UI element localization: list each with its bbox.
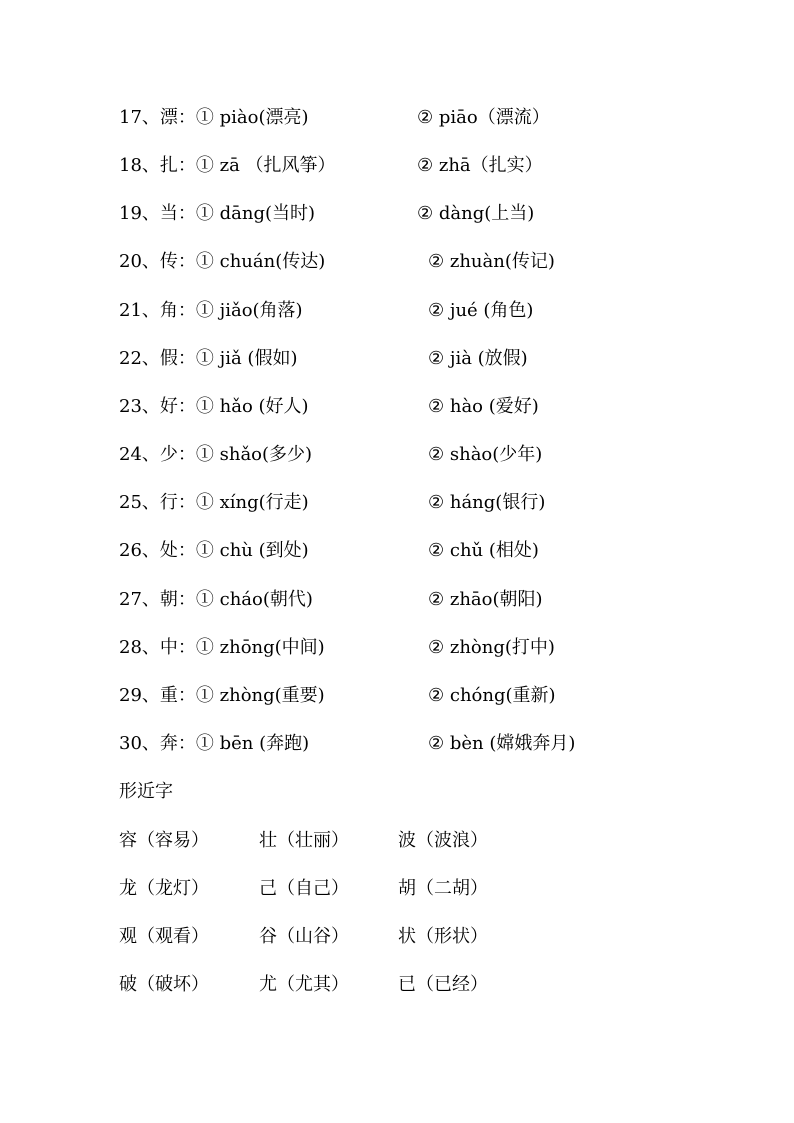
reading-one: 19、当：① dāng(当时) (119, 203, 316, 224)
reading-two: ② zhā（扎实） (417, 155, 543, 176)
reading-two: ② zhāo(朝阳) (428, 589, 543, 610)
reading-two: ② bèn (嫦娥奔月) (428, 733, 576, 754)
reading-one: 30、奔：① bēn (奔跑) (119, 733, 310, 754)
similar-word: 破（破坏） (119, 974, 209, 995)
reading-one: 20、传：① chuán(传达) (119, 251, 326, 272)
similar-word: 谷（山谷） (259, 926, 349, 947)
reading-one: 28、中：① zhōng(中间) (119, 637, 325, 658)
similar-word: 龙（龙灯） (119, 878, 209, 899)
similar-word: 已（已经） (398, 974, 488, 995)
similar-word: 尤（尤其） (259, 974, 349, 995)
reading-two: ② háng(银行) (428, 492, 546, 513)
similar-word: 胡（二胡） (398, 878, 488, 899)
reading-one: 23、好：① hǎo (好人) (119, 396, 309, 417)
reading-one: 26、处：① chù (到处) (119, 540, 309, 561)
reading-one: 24、少：① shǎo(多少) (119, 444, 313, 465)
reading-two: ② chóng(重新) (428, 685, 556, 706)
similar-word: 己（自己） (259, 878, 349, 899)
reading-one: 27、朝：① cháo(朝代) (119, 589, 313, 610)
reading-two: ② piāo（漂流） (417, 107, 550, 128)
similar-word: 容（容易） (119, 830, 209, 851)
reading-two: ② jué (角色) (428, 300, 534, 321)
section-heading: 形近字 (119, 781, 173, 802)
reading-two: ② zhuàn(传记) (428, 251, 555, 272)
reading-one: 18、扎：① zā （扎风筝） (119, 155, 336, 176)
reading-one: 25、行：① xíng(行走) (119, 492, 309, 513)
reading-one: 21、角：① jiǎo(角落) (119, 300, 303, 321)
similar-word: 观（观看） (119, 926, 209, 947)
reading-two: ② jià (放假) (428, 348, 528, 369)
reading-two: ② shào(少年) (428, 444, 543, 465)
similar-word: 状（形状） (398, 926, 488, 947)
reading-two: ② zhòng(打中) (428, 637, 555, 658)
reading-two: ② dàng(上当) (417, 203, 535, 224)
reading-two: ② hào (爱好) (428, 396, 539, 417)
reading-one: 22、假：① jiǎ (假如) (119, 348, 298, 369)
similar-word: 波（波浪） (398, 830, 488, 851)
reading-one: 17、漂：① piào(漂亮) (119, 107, 309, 128)
similar-word: 壮（壮丽） (259, 830, 349, 851)
reading-one: 29、重：① zhòng(重要) (119, 685, 325, 706)
reading-two: ② chǔ (相处) (428, 540, 539, 561)
